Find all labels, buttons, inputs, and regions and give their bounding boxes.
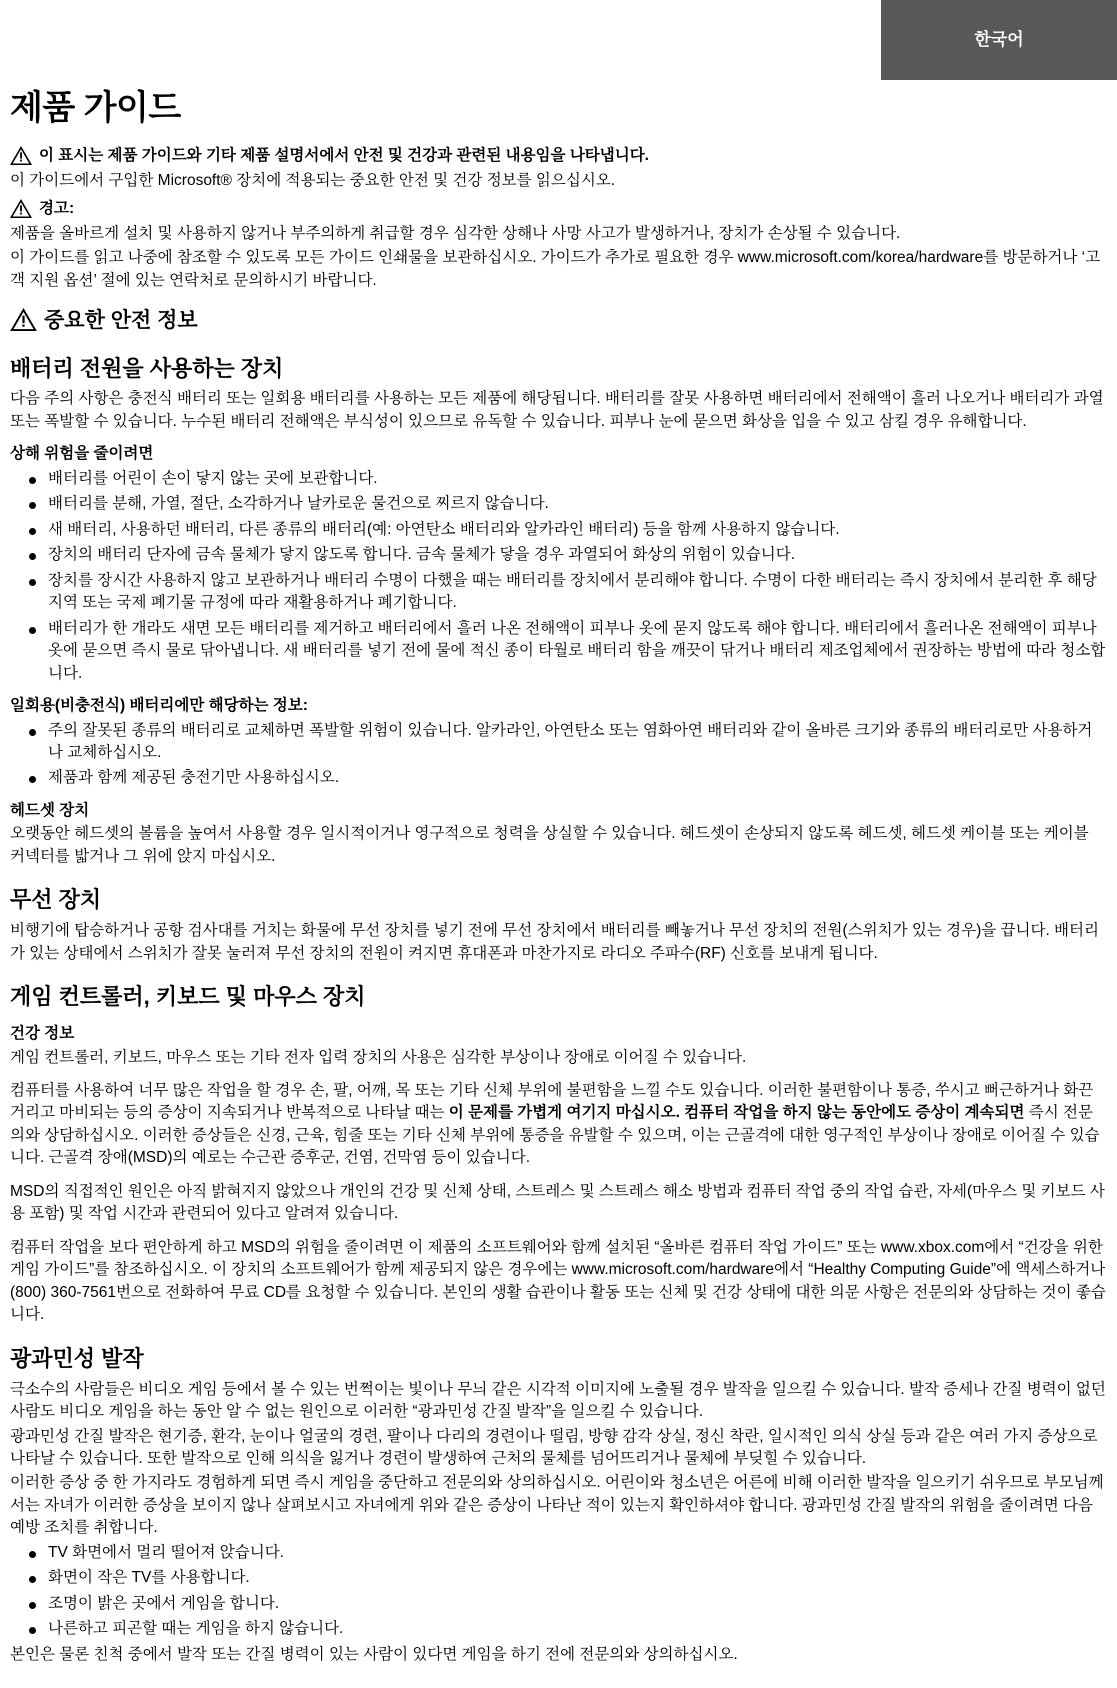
photosensitive-paragraph-2: 광과민성 간질 발작은 현기증, 환각, 눈이나 얼굴의 경련, 팔이나 다리의 경련이나 떨림, 방향 감각 상실, 정신 착란, 일시적인 의식 상실 등과 같은 여러 가지 증상으로 나타날 수 있습니다. 또한 발작으로 인해 의식을 잃거나 경련이 발생하여 근처의 물체를 넘어뜨리거나 물체에 부딪힐 수 있습니다. <box>10 1427 1098 1467</box>
important-safety-heading: 중요한 안전 정보 <box>44 309 198 333</box>
list-item: 배터리를 분해, 가열, 절단, 소각하거나 날카로운 물건으로 찌르지 않습니다. <box>10 493 1107 515</box>
warning-paragraph-2: 이 가이드를 읽고 나중에 참조할 수 있도록 모든 가이드 인쇄물을 보관하십시오. 가이드가 추가로 필요한 경우 www.microsoft.com/korea/hardware를 방문하거나 ‘고객 지원 옵션’ 절에 있는 연락처로 문의하시기 바랍니다. <box>10 249 1101 289</box>
wireless-text: 비행기에 탑승하거나 공항 검사대를 거치는 화물에 무선 장치를 넣기 전에 무선 장치에서 배터리를 빼놓거나 무선 장치의 전원(스위치가 있는 경우)을 끕니다. 배터리가 있는 상태에서 스위치가 잘못 눌러져 무선 장치의 전원이 켜지면 휴대폰과 마찬가지로 라디오 주파수(RF) 신호를 보내게 됩니다. <box>10 922 1099 962</box>
section-heading-controller: 게임 컨트롤러, 키보드 및 마우스 장치 <box>10 984 366 1010</box>
list-item: 조명이 밝은 곳에서 게임을 합니다. <box>10 1593 1107 1615</box>
health-info-heading: 건강 정보 <box>10 1025 75 1043</box>
battery-reduce-risk-list <box>10 468 1107 685</box>
list-item: 배터리가 한 개라도 새면 모든 배터리를 제거하고 배터리에서 흘러 나온 전해액이 피부나 옷에 묻지 않도록 해야 합니다. 배터리에서 흘러나온 전해액이 피부나 옷에 묻으면 즉시 물로 닦아냅니다. 새 배터리를 넣기 전에 물에 적신 종이 타월로 배터리 함을 깨끗이 닦거나 배터리 제조업체에서 권장하는 방법에 따라 청소합니다. <box>10 618 1107 685</box>
list-item: 나른하고 피곤할 때는 게임을 하지 않습니다. <box>10 1618 1107 1640</box>
battery-intro: 다음 주의 사항은 충전식 배터리 또는 일회용 배터리를 사용하는 모든 제품에 해당됩니다. 배터리를 잘못 사용하면 배터리에서 전해액이 흘러 나오거나 배터리가 과열 또는 폭발할 수 있습니다. 누수된 배터리 전해액은 부식성이 있으므로 유독할 수 있습니다. 피부나 눈에 묻으면 화상을 입을 수 있고 삼킬 경우 유해합니다. <box>10 390 1104 430</box>
list-item: 장치를 장시간 사용하지 않고 보관하거나 배터리 수명이 다했을 때는 배터리를 장치에서 분리해야 합니다. 수명이 다한 배터리는 즉시 장치에서 분리한 후 해당 지역 또는 국제 폐기물 규정에 따라 재활용하거나 폐기합니다. <box>10 570 1107 615</box>
headset-heading: 헤드셋 장치 <box>10 801 90 819</box>
section-heading-battery: 배터리 전원을 사용하는 장치 <box>10 355 284 381</box>
health-paragraph-3: MSD의 직접적인 원인은 아직 밝혀지지 않았으나 개인의 건강 및 신체 상태, 스트레스 및 스트레스 해소 방법과 컴퓨터 작업 중의 작업 습관, 자세(마우스 및 키보드 사용 포함) 및 작업 시간과 관련되어 있다고 알려져 있습니다. <box>10 1182 1105 1223</box>
important-safety-row <box>10 306 1107 336</box>
photosensitive-precautions-list <box>10 1542 1107 1641</box>
list-item: 제품과 함께 제공된 충전기만 사용하십시오. <box>10 767 1107 789</box>
warning-paragraph-1: 제품을 올바르게 설치 및 사용하지 않거나 부주의하게 취급할 경우 심각한 상해나 사망 사고가 발생하거나, 장치가 손상될 수 있습니다. <box>10 224 901 242</box>
language-tab-label: 한국어 <box>974 29 1024 49</box>
list-item: 주의 잘못된 종류의 배터리로 교체하면 폭발할 위험이 있습니다. 알카라인, 아연탄소 또는 염화아연 배터리와 같이 올바른 크기와 종류의 배터리로만 사용하거나 교체하십시오. <box>10 720 1107 765</box>
language-bar <box>0 0 1117 80</box>
language-tab-korean <box>881 0 1117 80</box>
list-item: 새 배터리, 사용하던 배터리, 다른 종류의 배터리(예: 아연탄소 배터리와 알카라인 배터리) 등을 함께 사용하지 않습니다. <box>10 519 1107 541</box>
section-heading-wireless: 무선 장치 <box>10 887 102 913</box>
notice-sub-text: 이 가이드에서 구입한 Microsoft® 장치에 적용되는 중요한 안전 및 건강 정보를 읽으십시오. <box>10 171 616 189</box>
page-title: 제품 가이드 <box>10 89 181 127</box>
photosensitive-closing: 본인은 물론 친척 중에서 발작 또는 간질 병력이 있는 사람이 있다면 게임을 하기 전에 전문의와 상의하십시오. <box>10 1645 738 1663</box>
health-paragraph-2-emphasis: 이 문제를 가볍게 여기지 마십시오. 컴퓨터 작업을 하지 않는 동안에도 증상이 계속되면 <box>448 1104 1025 1122</box>
battery-reduce-risk-heading: 상해 위험을 줄이려면 <box>10 445 154 463</box>
health-paragraph-1: 게임 컨트롤러, 키보드, 마우스 또는 기타 전자 입력 장치의 사용은 심각한 부상이나 장애로 이어질 수 있습니다. <box>10 1048 747 1066</box>
notice-symbol-text: 이 표시는 제품 가이드와 기타 제품 설명서에서 안전 및 건강과 관련된 내용임을 나타냅니다. <box>39 147 649 165</box>
headset-text: 오랫동안 헤드셋의 볼륨을 높여서 사용할 경우 일시적이거나 영구적으로 청력을 상실할 수 있습니다. 헤드셋이 손상되지 않도록 헤드셋, 헤드셋 케이블 또는 케이블 커넥터를 밟거나 그 위에 앉지 마십시오. <box>10 825 1089 865</box>
warning-row <box>10 198 1107 220</box>
list-item: TV 화면에서 멀리 떨어져 앉습니다. <box>10 1542 1107 1564</box>
photosensitive-paragraph-3: 이러한 증상 중 한 가지라도 경험하게 되면 즉시 게임을 중단하고 전문의와 상의하십시오. 어린이와 청소년은 어른에 비해 이러한 발작을 일으키기 쉬우므로 부모님께서는 자녀가 이러한 증상을 보이지 않나 살펴보시고 자녀에게 위와 같은 증상이 나타난 적이 있는지 확인하셔야 합니다. 광과민성 간질 발작의 위험을 줄이려면 다음 예방 조치를 취합니다. <box>10 1474 1104 1537</box>
warning-triangle-icon <box>10 199 32 218</box>
list-item: 장치의 배터리 단자에 금속 물체가 닿지 않도록 합니다. 금속 물체가 닿을 경우 과열되어 화상의 위험이 있습니다. <box>10 544 1107 566</box>
warning-label: 경고: <box>39 200 75 218</box>
list-item: 배터리를 어린이 손이 닿지 않는 곳에 보관합니다. <box>10 468 1107 490</box>
health-paragraph-4: 컴퓨터 작업을 보다 편안하게 하고 MSD의 위험을 줄이려면 이 제품의 소프트웨어와 함께 설치된 “올바른 컴퓨터 작업 가이드” 또는 www.xbox.com에서 “건강을 위한 게임 가이드”를 참조하십시오. 이 장치의 소프트웨어가 함께 제공되지 않은 경우에는 www.microsoft.com/hardware에서 “Healthy Computing Guide”에 액세스하거나 (800) 360-7561번으로 전화하여 무료 CD를 요청할 수 있습니다. 본인의 생활 습관이나 활동 또는 신체 및 건강 상태에 대한 의문 사항은 전문의와 상담하는 것이 좋습니다. <box>10 1238 1106 1324</box>
disposable-battery-list <box>10 720 1107 790</box>
document-content <box>0 84 1117 1688</box>
notice-symbol-row <box>10 145 1107 167</box>
warning-triangle-icon <box>10 146 32 165</box>
photosensitive-paragraph-1: 극소수의 사람들은 비디오 게임 등에서 볼 수 있는 번쩍이는 빛이나 무늬 같은 시각적 이미지에 노출될 경우 발작을 일으킬 수 있습니다. 발작 증세나 간질 병력이 없던 사람도 비디오 게임을 하는 동안 알 수 없는 원인으로 이러한 “광과민성 간질 발작”을 일으킬 수 있습니다. <box>10 1380 1106 1421</box>
health-paragraph-2 <box>10 1080 1107 1170</box>
disposable-battery-heading: 일회용(비충전식) 배터리에만 해당하는 정보: <box>10 697 308 715</box>
health-paragraph-2-part-c: 즉시 전문의와 상담하십시오. 이러한 증상들은 신경, 근육, 힘줄 또는 기타 신체 부위에 통증을 유발할 수 있으며, 이는 근골격에 대한 영구적인 부상이나 장애로 이어질 수 있습니다. 근골격 장애(MSD)의 예로는 수근관 증후군, 건염, 건막염 등이 있습니다. <box>10 1104 1100 1167</box>
list-item: 화면이 작은 TV를 사용합니다. <box>10 1567 1107 1589</box>
section-heading-photosensitive: 광과민성 발작 <box>10 1345 144 1371</box>
health-paragraph-2-part-a: 컴퓨터를 사용하여 너무 많은 작업을 할 경우 손, 팔, 어깨, 목 또는 기타 신체 부위에 불편함을 느낄 수도 있습니다. 이러한 불편함이나 통증, 쑤시고 뻐근하거나 화끈거리고 마비되는 등의 증상이 지속되거나 반복적으로 나타날 때는 <box>10 1082 1094 1122</box>
warning-triangle-icon <box>10 308 37 331</box>
